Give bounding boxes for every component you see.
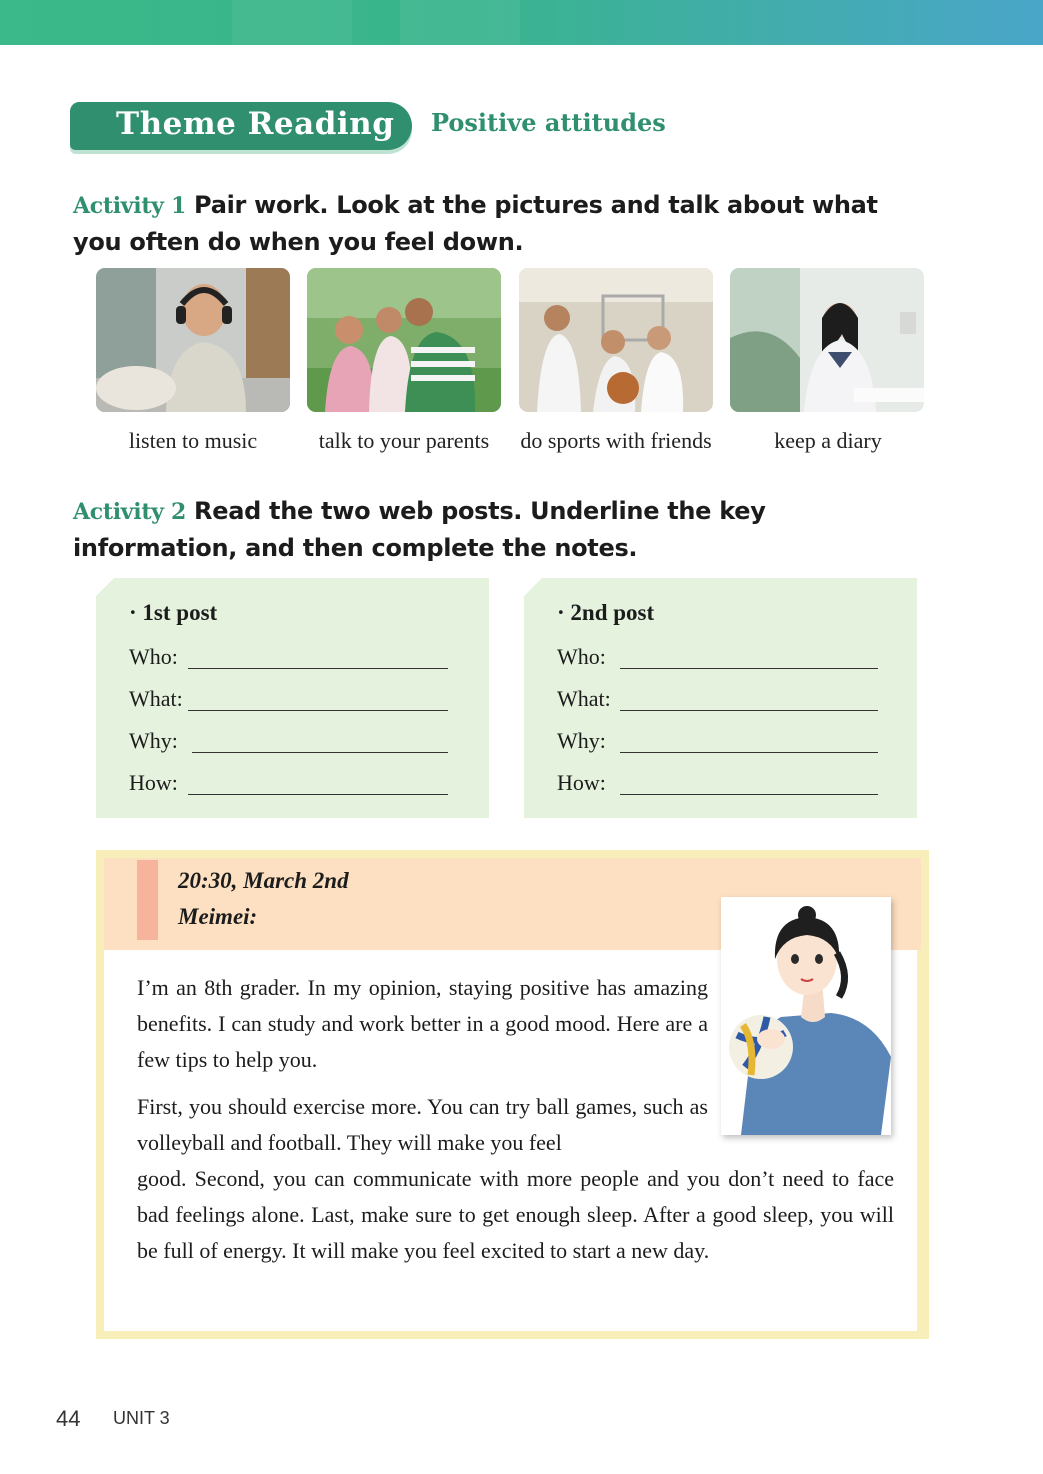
- notes-corner: [524, 578, 542, 596]
- activity-2-heading: [73, 493, 933, 566]
- post-paragraph-2-part-2: good. Second, you can communicate with more people and you don’t need to face bad feelings alone. Last, make sure to get enough sleep. After a good sleep, you will be full of energy. It will make you feel excited to start a new day.: [137, 1166, 894, 1263]
- man-with-headphones-photo: [96, 268, 290, 412]
- caption-do-sports: do sports with friends: [520, 428, 712, 453]
- caption-keep-a-diary: keep a diary: [774, 428, 882, 453]
- activity-1-label: Activity 1: [73, 193, 187, 219]
- activity-2-instruction: Read the two web posts. Underline the key information, and then complete the notes.: [73, 497, 766, 562]
- notes-why-label: Why:: [129, 728, 178, 753]
- notes-who-label: Who:: [129, 644, 178, 669]
- girls-with-basketball-photo: [519, 268, 713, 412]
- activity-1-instruction: Pair work. Look at the pictures and talk about what you often do when you feel down.: [73, 191, 878, 256]
- caption-talk-to-parents: talk to your parents: [318, 428, 490, 453]
- notes-how-label: How:: [557, 770, 606, 795]
- notes-title: · 2nd post: [557, 600, 655, 625]
- activity-1-heading: [73, 187, 933, 260]
- family-talking-photo: [307, 268, 501, 412]
- notes-title: · 1st post: [129, 600, 218, 625]
- unit-label: UNIT 3: [113, 1408, 170, 1428]
- girl-writing-diary-photo: [730, 268, 924, 412]
- what-answer-blank[interactable]: [620, 710, 878, 711]
- theme-reading-tab: [70, 102, 412, 150]
- how-answer-blank[interactable]: [620, 794, 878, 795]
- notes-why-label: Why:: [557, 728, 606, 753]
- notes-box-2nd-post: [524, 578, 917, 818]
- page-number: 44: [56, 1406, 81, 1431]
- post-author: Meimei:: [178, 904, 258, 929]
- notes-who-label: Who:: [557, 644, 606, 669]
- post-paragraph-1: I’m an 8th grader. In my opinion, staying positive has amazing benefits. I can study and work better in a good mood. Here are a few tips to help you.: [137, 975, 708, 1072]
- post-paragraph-2-part-1: First, you should exercise more. You can try ball games, such as volleyball and football. They will make you feel: [137, 1094, 708, 1155]
- who-answer-blank[interactable]: [620, 668, 878, 669]
- theme-subtitle: Positive attitudes: [431, 108, 666, 137]
- top-bar-segment: [400, 0, 520, 45]
- why-answer-blank[interactable]: [620, 752, 878, 753]
- notes-corner: [96, 578, 114, 596]
- top-color-bar: [0, 0, 1043, 45]
- post-time: 20:30, March 2nd: [178, 868, 349, 893]
- theme-reading-label: Theme Reading: [116, 106, 395, 142]
- who-answer-blank[interactable]: [188, 668, 448, 669]
- notes-how-label: How:: [129, 770, 178, 795]
- notes-box-1st-post: [96, 578, 489, 818]
- how-answer-blank[interactable]: [188, 794, 448, 795]
- why-answer-blank[interactable]: [192, 752, 448, 753]
- caption-listen-to-music: listen to music: [128, 428, 258, 453]
- meimei-volleyball-illustration: [721, 897, 891, 1135]
- post-header-stripe: [137, 860, 158, 940]
- notes-what-label: What:: [129, 686, 183, 711]
- what-answer-blank[interactable]: [188, 710, 448, 711]
- activity-2-label: Activity 2: [73, 499, 187, 525]
- notes-what-label: What:: [557, 686, 611, 711]
- top-bar-segment: [232, 0, 352, 45]
